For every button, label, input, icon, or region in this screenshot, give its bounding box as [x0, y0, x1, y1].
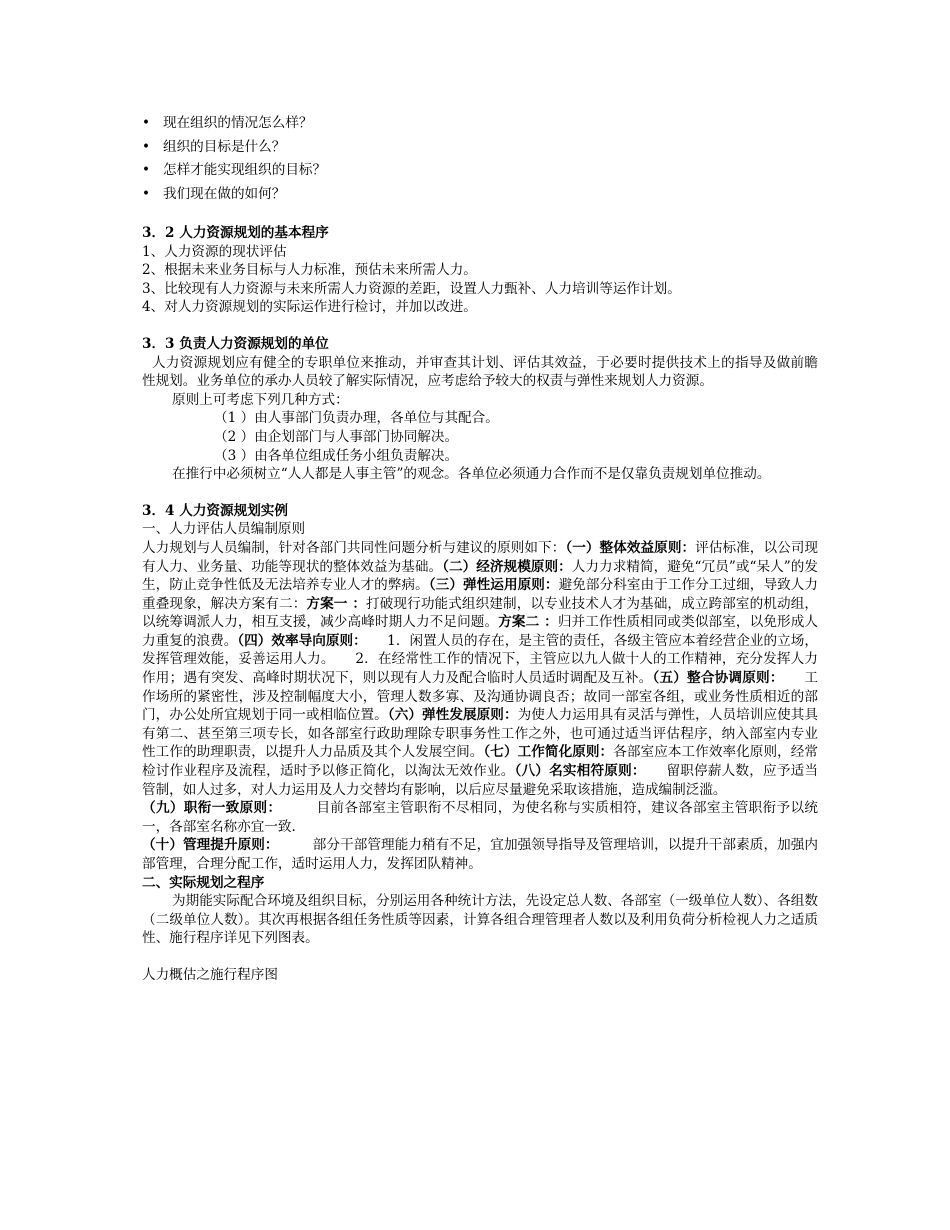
section-heading-3-3: 3．3 负责人力资源规划的单位	[142, 335, 329, 352]
list-item	[142, 183, 818, 207]
list-item	[142, 136, 818, 160]
option-item: （1 ）由人事部门负责办理，各单位与其配合。	[214, 410, 499, 427]
principle-title: （三）弹性运用原则：	[428, 577, 559, 594]
procedure-step: 4、对人力资源规划的实际运作进行检讨，并加以改进。	[142, 299, 477, 316]
principles-paragraph: 人力规划与人员编制，针对各部门共同性问题分析与建议的原则如下：（一）整体效益原则：评估标准，以公司现有人力、业务量、功能等现状的整体效益为基础。（二）经济规模原则：人力力求精简，避免“冗员”或“呆人”的发生，防止竞争性低及无法培养专业人才的弊病。（三）弹性运用原则：避免部分科室由于工作分工过细，导致人力重叠现象，解决方案有二：方案一 ：打破现行功能式组织建制，以专业技术人才为基础，成立跨部室的机动组，以统筹调派人力，相互支援，减少高峰时期人力不足问题。方案二 ：归并工作性质相同或类似部室，以免形成人力重复的浪费。（四）效率导向原则： 1．闲置人员的存在，是主管的责任，各级主管应本着经营企业的立场，发挥管理效能，妥善运用人力。 2．在经常性工作的情况下，主管应以九人做十人的工作精神，充分发挥人力作用；遇有突发、高峰时期状况下，则以现有人力及配合临时人员适时调配及互补。（五）整合协调原则： 工作场所的紧密性，涉及控制幅度大小，管理人数多寡、及沟通协调良否；故同一部室各组，或业务性质相近的部门，办公处所宜规划于同一或相临位置。（六）弹性发展原则：为使人力运用具有灵活与弹性，人员培训应使其具有第二、甚至第三项专长，如各部室行政助理除专职事务性工作之外，也可通过适当评估程序，纳入部室内专业性工作的助理职责，以提升人力品质及其个人发展空间。（七）工作简化原则：各部室应本工作效率化原则，经常检讨作业程序及流程，适时予以修正简化，以淘汰无效作业。（八）名实相符原则： 留职停薪人数，应予适当管制，如人过多，对人力运用及人力交替均有影响，以后应尽量避免采取该措施，造成编制泛滥。	[142, 539, 819, 798]
list-item-text: 怎样才能实现组织的目标？	[163, 162, 327, 178]
list-item-text: 我们现在做的如何？	[163, 185, 286, 202]
principle-title: （一）整体效益原则：	[565, 539, 696, 556]
principle-title: （十）管理提升原则：	[142, 837, 272, 854]
list-item	[142, 112, 818, 136]
plan-title: 方案一 ：	[306, 595, 367, 612]
subheading: 一、人力评估人员编制原则	[142, 521, 306, 538]
paragraph: 原则上可考虑下列几种方式：	[172, 391, 349, 408]
principles-paragraph: （九）职衔一致原则： 目前各部室主管职衔不尽相同，为使名称与实质相符，建议各部室主管职衔予以统一，各部室名称亦宜一致.	[142, 800, 819, 835]
procedure-step: 3、比较现有人力资源与未来所需人力资源的差距，设置人力甄补、人力培训等运作计划。	[142, 280, 681, 297]
list-item-text: 现在组织的情况怎么样？	[163, 115, 313, 131]
list-item	[142, 159, 818, 183]
section-heading-3-4: 3．4 人力资源规划实例	[142, 502, 288, 519]
principle-title: （四）效率导向原则：	[237, 632, 360, 649]
document-body	[142, 112, 818, 985]
procedure-step: 1、人力资源的现状评估	[142, 243, 287, 260]
plan-title: 方案二 ：	[498, 614, 558, 631]
bullet-icon: •	[142, 115, 151, 131]
paragraph: 为期能实际配合环境及组织目标，分别运用各种统计方法，先设定总人数、各部室（一级单位人数）、各组数（二级单位人数）。其次再根据各组任务性质等因素，计算各组合理管理者人数以及利用负荷分析检视人力之适质性、施行程序详见下列图表。	[142, 893, 818, 947]
principle-title: （五）整合协调原则：	[652, 670, 777, 687]
list-item-text: 组织的目标是什么？	[163, 138, 286, 155]
paragraph: 人力资源规划应有健全的专职单位来推动，并审查其计划、评估其效益，于必要时提供技术上的指导及做前瞻性规划。业务单位的承办人员较了解实际情况，应考虑给予较大的权责与弹性来规划人力资源。	[142, 354, 818, 390]
principle-title: （六）弹性发展原则：	[387, 707, 518, 724]
principle-title: （八）名实相符原则：	[514, 763, 639, 780]
option-item: （2 ）由企划部门与人事部门协同解决。	[214, 428, 459, 445]
procedure-step: 2、根据未来业务目标与人力标准，预估未来所需人力。	[142, 262, 477, 279]
principle-title: （二）经济规模原则：	[442, 558, 572, 575]
paragraph: 在推行中必须树立“人人都是人事主管”的观念。各单位必须通力合作而不是仅靠负责规划单位推动。	[172, 466, 771, 483]
option-item: （3 ）由各单位组成任务小组负责解决。	[214, 447, 459, 464]
figure-caption: 人力概估之施行程序图	[142, 966, 278, 983]
principle-title: （七）工作简化原则：	[483, 744, 614, 761]
bullet-icon: •	[142, 138, 151, 155]
bullet-icon: •	[142, 162, 151, 178]
subheading: 二、实际规划之程序	[142, 874, 265, 891]
bullet-icon: •	[142, 185, 151, 202]
section-heading-3-2: 3．2 人力资源规划的基本程序	[142, 225, 329, 241]
principles-paragraph: （十）管理提升原则： 部分干部管理能力稍有不足，宜加强领导指导及管理培训，以提升干部素质，加强内部管理，合理分配工作，适时运用人力，发挥团队精神。	[142, 837, 819, 872]
principle-title: （九）职衔一致原则：	[142, 800, 275, 817]
question-list	[142, 112, 818, 206]
